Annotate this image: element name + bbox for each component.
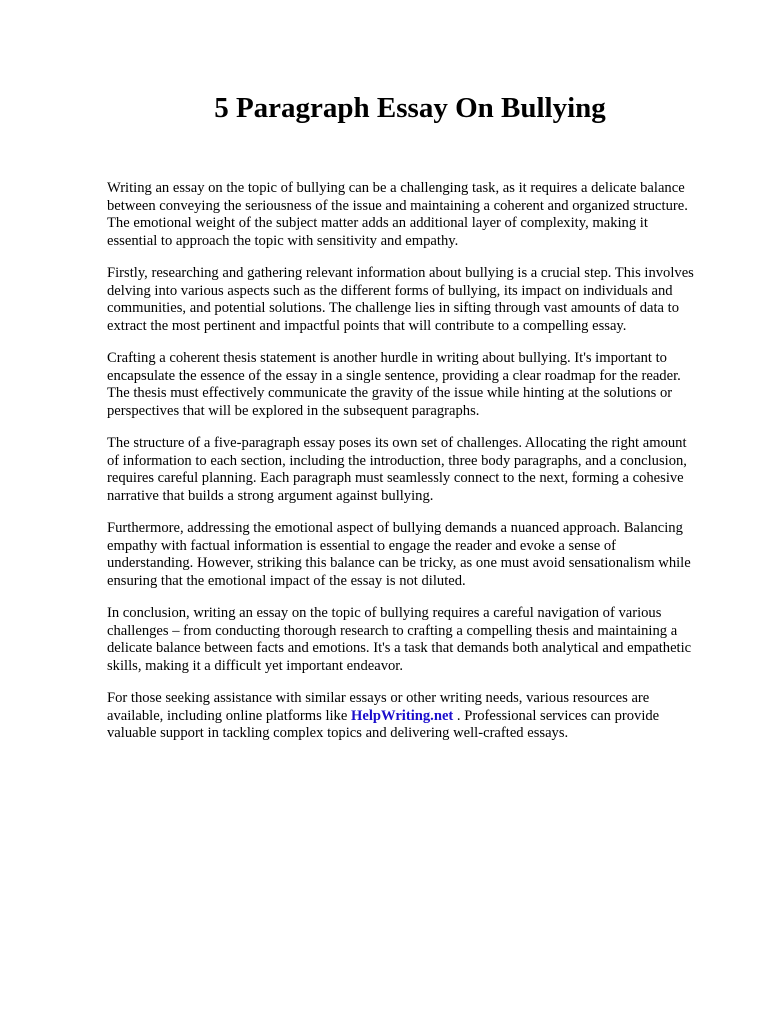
paragraph-line: requires careful planning. Each paragraph must seamlessly connect to the next, forming a cohesive: [107, 470, 684, 486]
paragraph-line: narrative that builds a strong argument against bullying.: [107, 487, 434, 504]
link-suffix-text: . Professional services can provide: [453, 707, 660, 724]
paragraph-line: Writing an essay on the topic of bullying can be a challenging task, as it requires a delicate balance: [107, 180, 685, 196]
paragraph-line: delving into various aspects such as the different forms of bullying, its impact on individuals and: [107, 282, 673, 299]
paragraph-line: valuable support in tackling complex topics and delivering well-crafted essays.: [107, 725, 569, 741]
paragraph-line: extract the most pertinent and impactful points that will contribute to a compelling essay.: [107, 317, 627, 334]
paragraph-research: [107, 265, 719, 335]
link-prefix-text: available, including online platforms like: [107, 707, 351, 724]
paragraph-emotional: [107, 520, 719, 590]
paragraph-conclusion: [107, 605, 719, 675]
paragraph-line: perspectives that will be explored in the subsequent paragraphs.: [107, 402, 480, 419]
paragraph-line: challenges – from conducting thorough research to crafting a compelling thesis and maintaining a: [107, 622, 678, 639]
paragraph-line: Firstly, researching and gathering relevant information about bullying is a crucial step. This involves: [107, 265, 694, 281]
paragraph-line: For those seeking assistance with similar essays or other writing needs, various resources are: [107, 690, 650, 706]
paragraph-line: skills, making it a difficult yet important endeavor.: [107, 657, 404, 674]
page-title: 5 Paragraph Essay On Bullying: [214, 92, 606, 124]
paragraph-line: Crafting a coherent thesis statement is another hurdle in writing about bullying. It's important to: [107, 350, 667, 366]
paragraph-line: ensuring that the emotional impact of the essay is not diluted.: [107, 572, 466, 589]
paragraph-closing: [107, 690, 719, 743]
paragraph-line: The structure of a five-paragraph essay poses its own set of challenges. Allocating the right amount: [107, 435, 687, 451]
paragraph-line-with-link: [107, 708, 719, 726]
paragraph-line: encapsulate the essence of the essay in a single sentence, providing a clear roadmap for the reader.: [107, 367, 681, 384]
essay-body: [107, 180, 719, 758]
paragraph-line: essential to approach the topic with sensitivity and empathy.: [107, 232, 459, 249]
paragraph-line: The thesis must effectively communicate the gravity of the issue while hinting at the solutions or: [107, 385, 673, 401]
paragraph-line: between conveying the seriousness of the issue and maintaining a coherent and organized structure.: [107, 197, 688, 214]
paragraph-line: In conclusion, writing an essay on the topic of bullying requires a careful navigation of various: [107, 605, 662, 621]
paragraph-line: of information to each section, including the introduction, three body paragraphs, and a conclusion,: [107, 452, 687, 469]
paragraph-line: The emotional weight of the subject matter adds an additional layer of complexity, making it: [107, 215, 648, 231]
paragraph-intro: [107, 180, 719, 250]
helpwriting-link[interactable]: HelpWriting.net: [350, 707, 454, 724]
paragraph-line: communities, and potential solutions. The challenge lies in sifting through vast amounts of data to: [107, 300, 680, 316]
paragraph-structure: [107, 435, 719, 505]
paragraph-line: understanding. However, striking this balance can be tricky, as one must avoid sensationalism while: [107, 555, 691, 571]
paragraph-line: Furthermore, addressing the emotional aspect of bullying demands a nuanced approach. Balancing: [107, 520, 683, 536]
paragraph-line: delicate balance between facts and emotions. It's a task that demands both analytical and empathetic: [107, 640, 692, 656]
paragraph-line: empathy with factual information is essential to engage the reader and evoke a sense of: [107, 537, 616, 554]
paragraph-thesis: [107, 350, 719, 420]
